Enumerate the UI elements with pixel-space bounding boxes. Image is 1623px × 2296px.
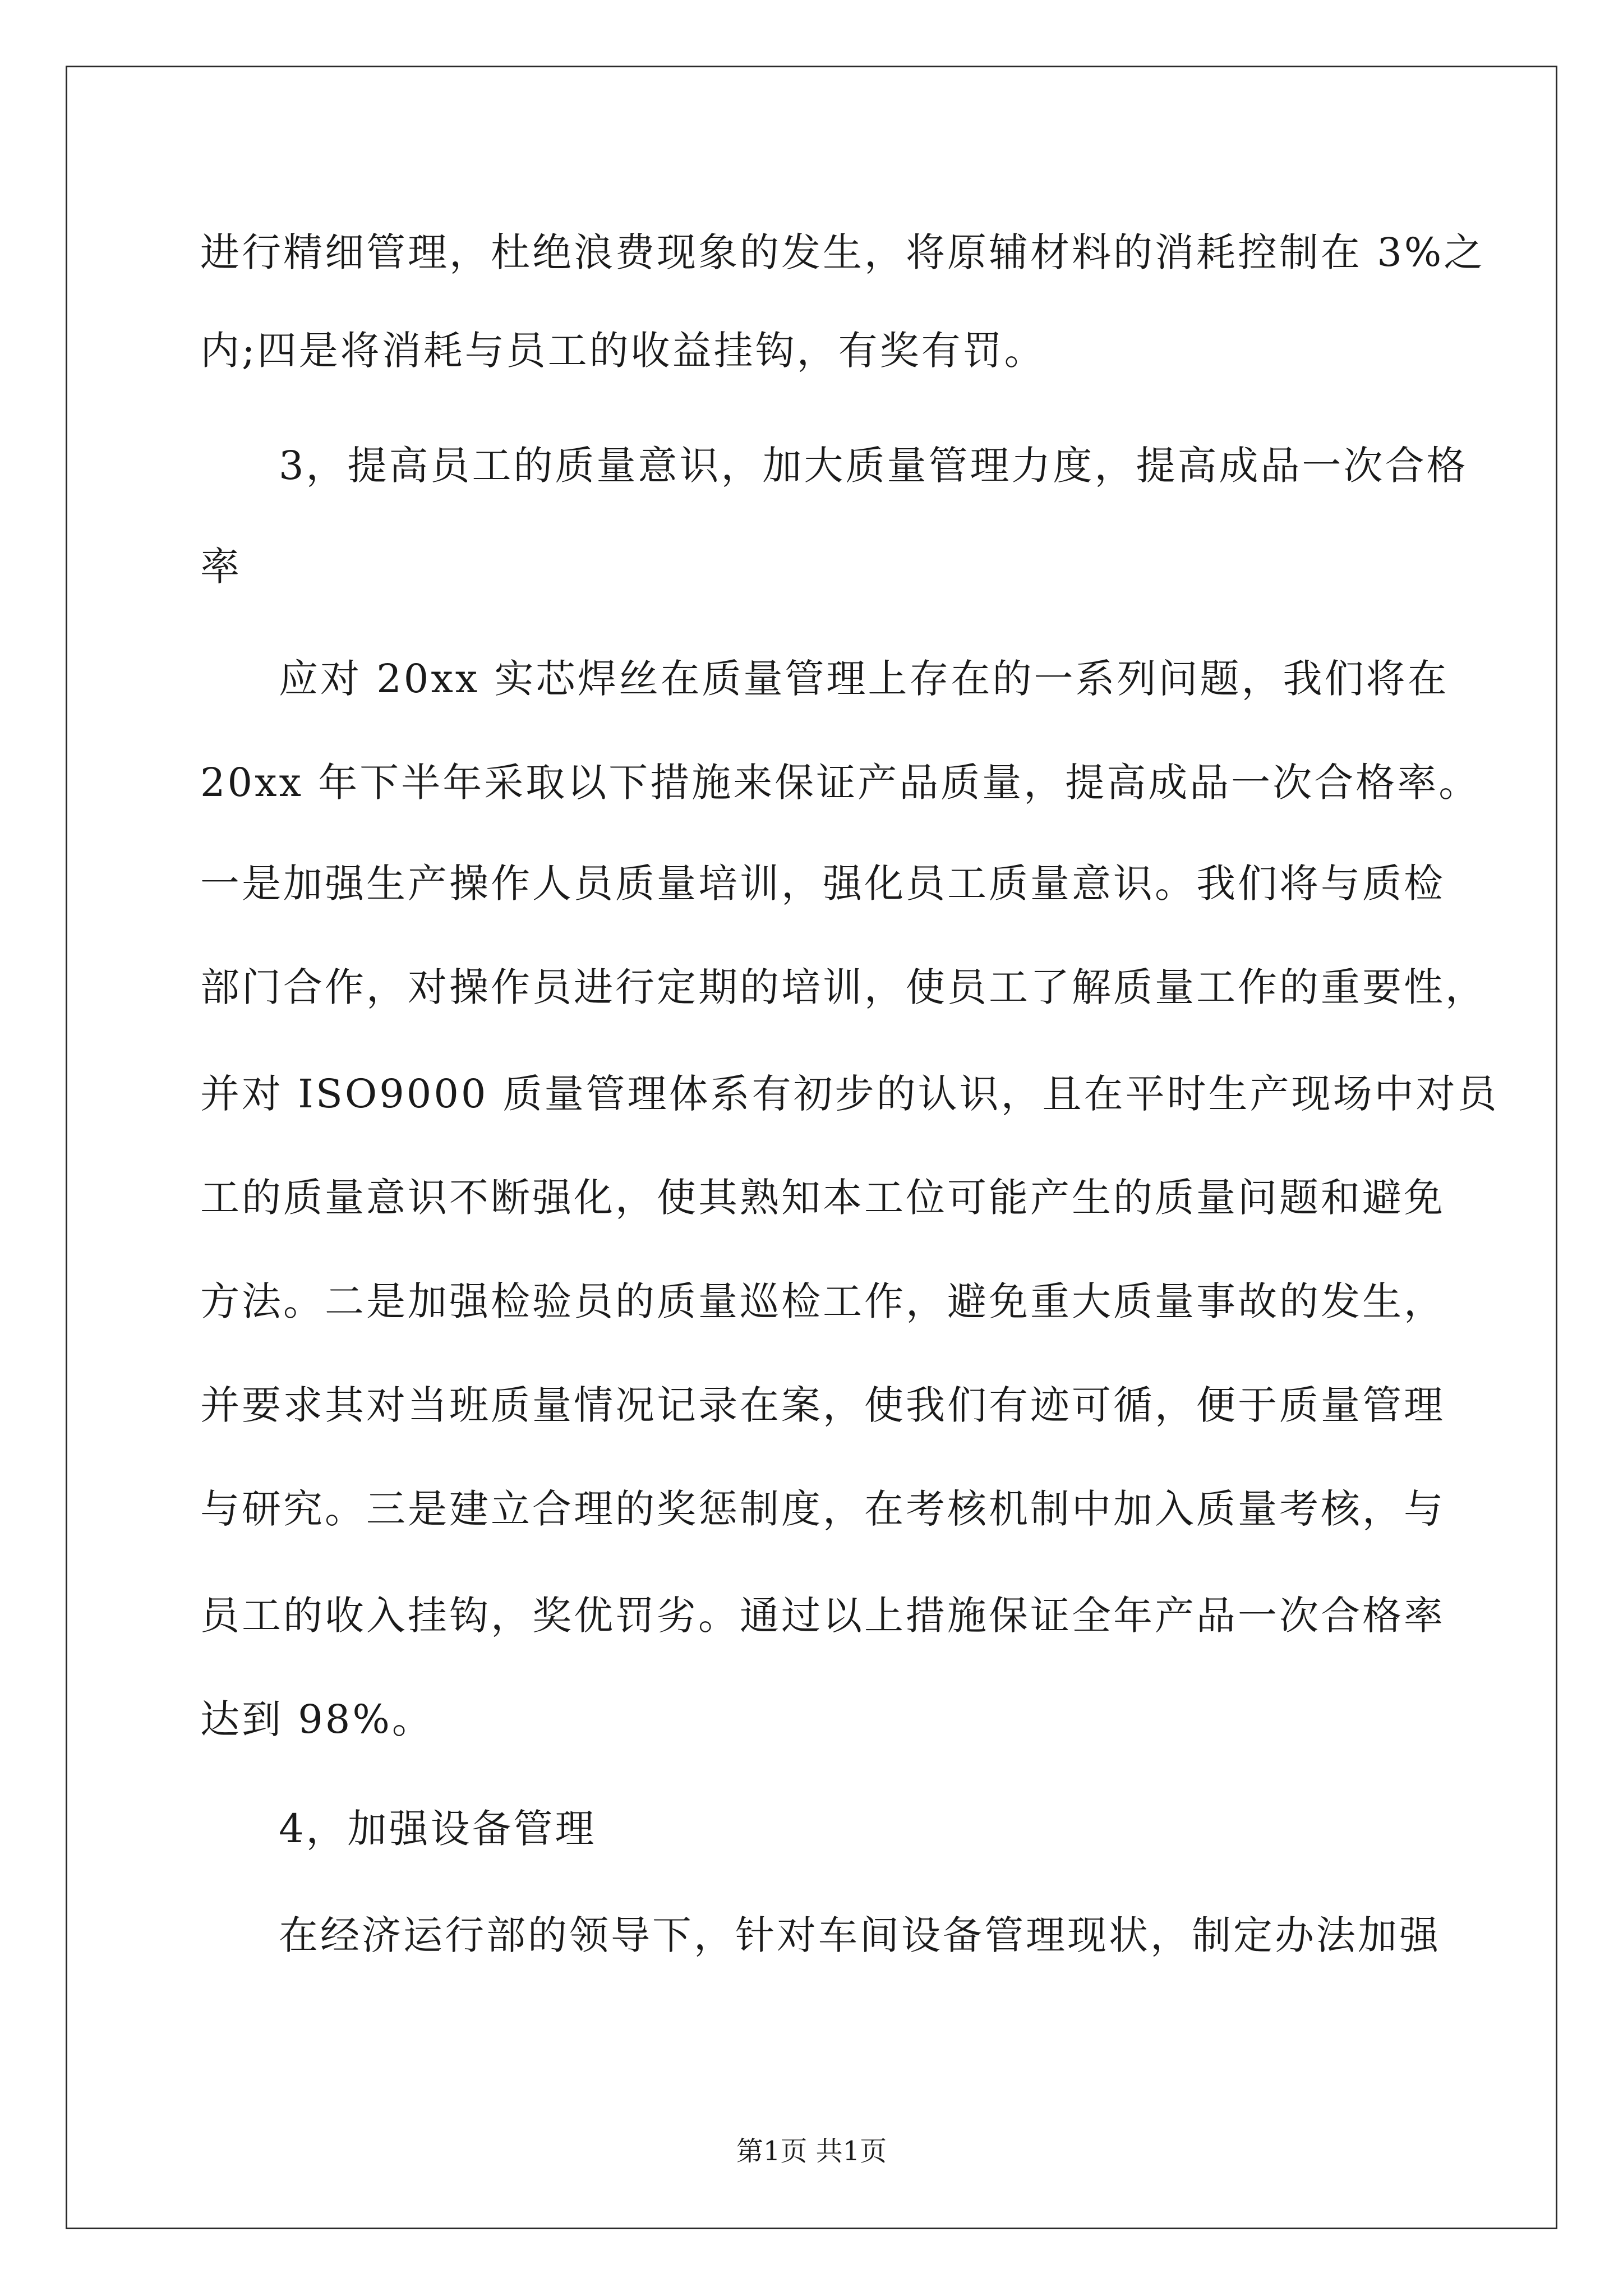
text-line-7: 一是加强生产操作人员质量培训，强化员工质量意识。我们将与质检 — [200, 861, 1445, 907]
text-line-8: 部门合作，对操作员进行定期的培训，使员工了解质量工作的重要性， — [200, 964, 1487, 1010]
page-footer: 第1页 共1页 — [736, 2136, 887, 2167]
text-line-10: 工的质量意识不断强化，使其熟知本工位可能产生的质量问题和避免 — [200, 1175, 1445, 1221]
text-line-13: 与研究。三是建立合理的奖惩制度，在考核机制中加入质量考核，与 — [200, 1486, 1445, 1532]
text-line-9: 并对 ISO9000 质量管理体系有初步的认识，且在平时生产现场中对员 — [200, 1071, 1499, 1117]
page-border — [66, 66, 1557, 2229]
text-line-17: 在经济运行部的领导下，针对车间设备管理现状，制定办法加强 — [279, 1912, 1441, 1958]
text-line-2: 内;四是将消耗与员工的收益挂钩，有奖有罚。 — [200, 328, 1046, 374]
text-line-12: 并要求其对当班质量情况记录在案，使我们有迹可循，便于质量管理 — [200, 1382, 1445, 1428]
text-line-15: 达到 98%。 — [200, 1696, 434, 1742]
text-line-1: 进行精细管理，杜绝浪费现象的发生，将原辅材料的消耗控制在 3%之 — [200, 229, 1486, 275]
text-line-4: 率 — [200, 544, 242, 590]
text-line-5: 应对 20xx 实芯焊丝在质量管理上存在的一系列问题，我们将在 — [279, 656, 1449, 702]
text-line-11: 方法。二是加强检验员的质量巡检工作，避免重大质量事故的发生， — [200, 1278, 1445, 1324]
text-line-6: 20xx 年下半年采取以下措施来保证产品质量，提高成品一次合格率。 — [200, 760, 1481, 806]
section-heading-4: 4，加强设备管理 — [279, 1806, 597, 1852]
section-heading-3: 3，提高员工的质量意识，加大质量管理力度，提高成品一次合格 — [279, 443, 1468, 489]
text-line-14: 员工的收入挂钩，奖优罚劣。通过以上措施保证全年产品一次合格率 — [200, 1593, 1445, 1639]
